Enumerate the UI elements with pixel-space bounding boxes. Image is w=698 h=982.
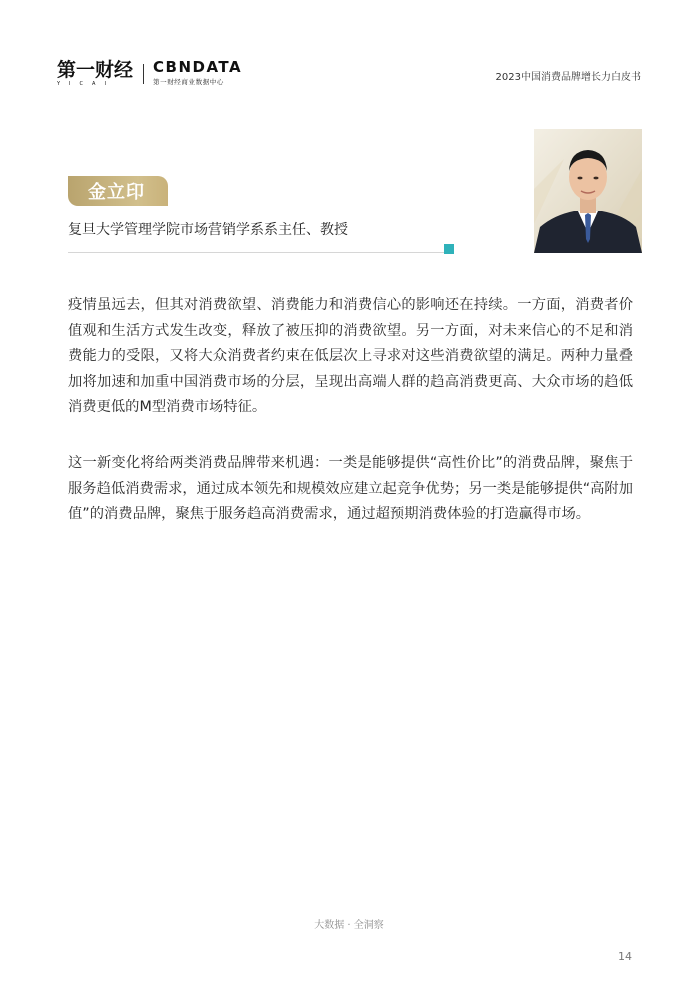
cbndata-logo-sub: 第一财经商业数据中心 [153, 78, 224, 86]
profile-name-tag [68, 176, 168, 206]
profile-role: 复旦大学管理学院市场营销学系系主任、教授 [68, 222, 348, 238]
footer-slogan: 大数据 · 全洞察 [314, 920, 384, 931]
yicai-logo [57, 60, 133, 90]
logo-divider [143, 64, 144, 84]
body-paragraph-1: 疫情虽远去，但其对消费欲望、消费能力和消费信心的影响还在持续。一方面，消费者价值观和生活方式发生改变，释放了被压抑的消费欲望。另一方面，对未来信心的不足和消费能力的受限，又将大众消费者约束在低层次上寻求对这些消费欲望的满足。两种力量叠加将加速和加重中国消费市场的分层，呈现出高端人群的趋高消费更高、大众市场的趋低消费更低的M型消费市场特征。 [68, 297, 633, 415]
body-paragraph-2: 这一新变化将给两类消费品牌带来机遇：一类是能够提供“高性价比”的消费品牌，聚焦于服务趋低消费需求，通过成本领先和规模效应建立起竞争优势；另一类是能够提供“高附加值”的消费品牌，聚焦于服务趋高消费需求，通过超预期消费体验的打造赢得市场。 [68, 455, 633, 522]
yicai-logo-cn: 第一财经 [57, 59, 134, 81]
page-header [57, 58, 641, 92]
teal-square-marker [444, 244, 454, 254]
yicai-logo-en: YICAI [57, 81, 115, 87]
portrait-photo [534, 129, 642, 253]
cbndata-logo-text: CBNDATA [153, 58, 243, 76]
report-title: 2023中国消费品牌增长力白皮书 [495, 72, 641, 83]
page-number: 14 [618, 950, 632, 963]
role-underline [68, 252, 448, 253]
profile-name: 金立印 [88, 182, 145, 203]
portrait-illustration [534, 129, 642, 253]
cbndata-logo [153, 59, 242, 86]
